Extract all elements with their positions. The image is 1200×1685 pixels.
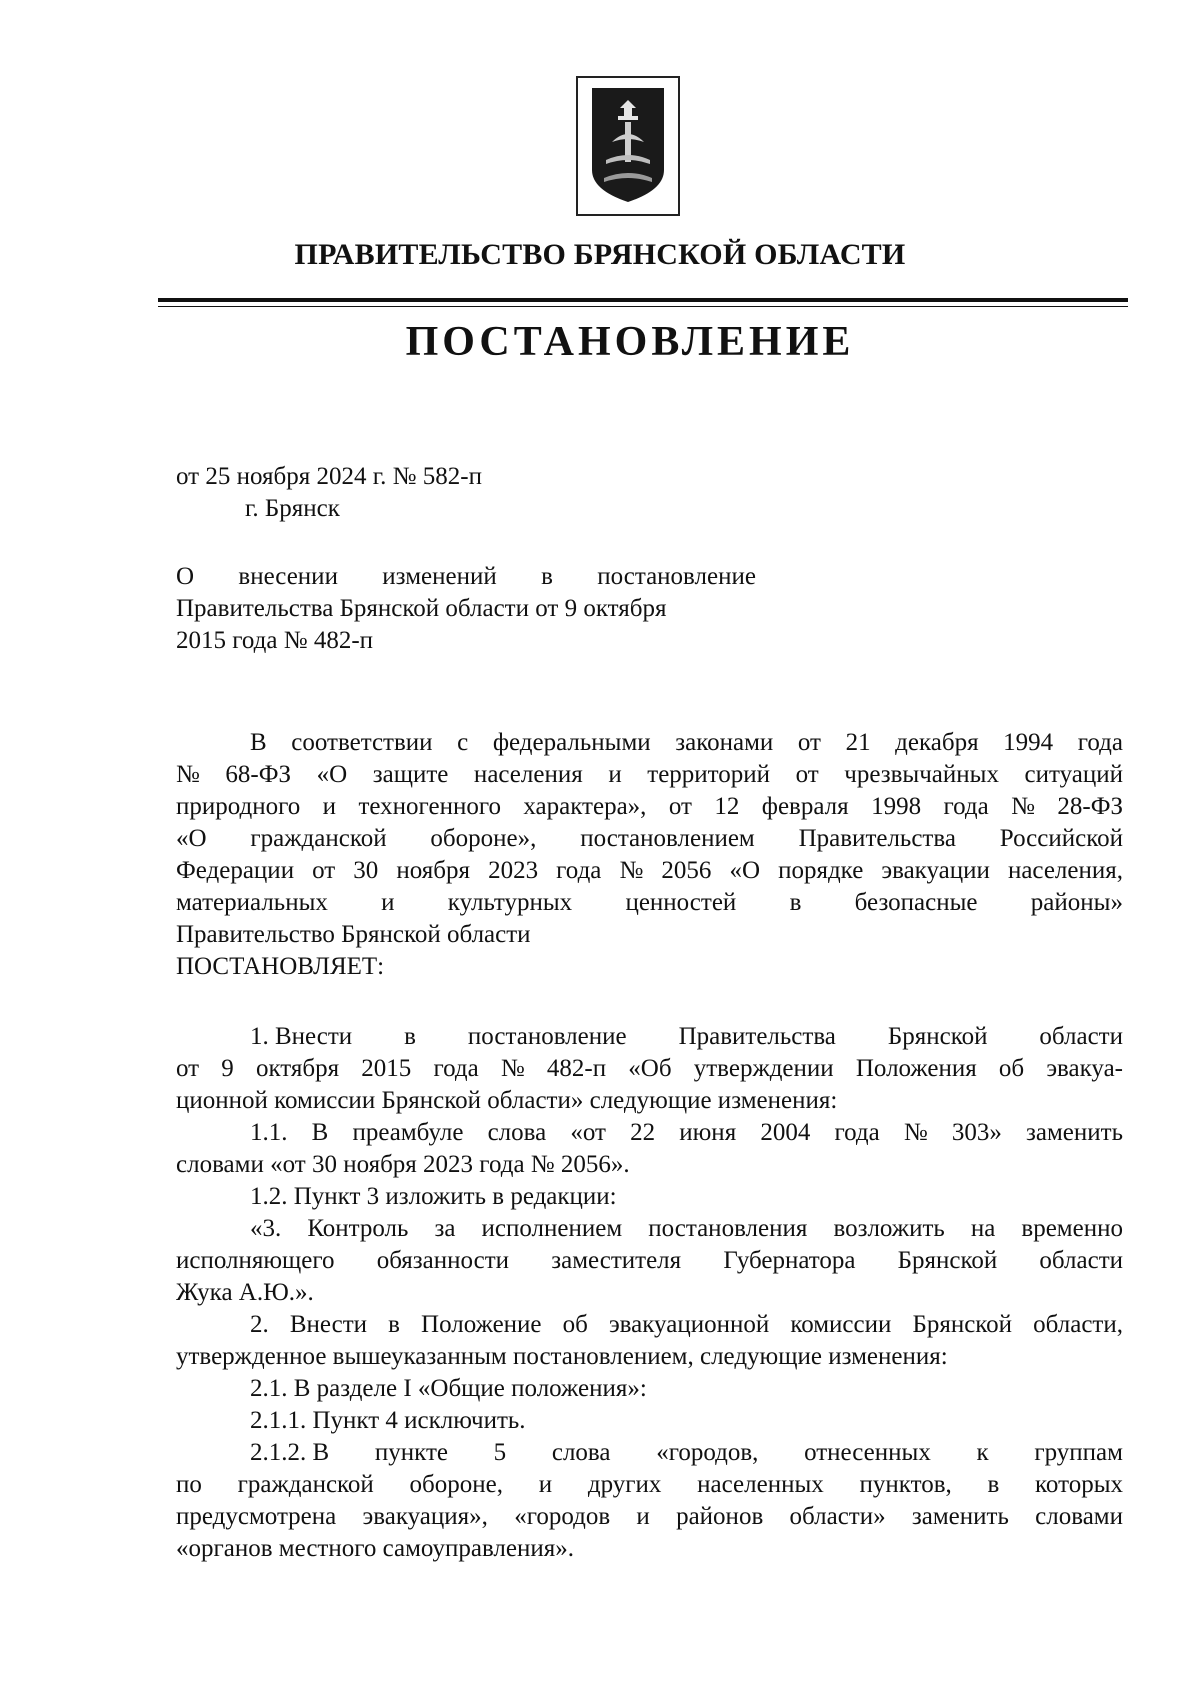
date-number: от 25 ноября 2024 г. № 582-п	[176, 463, 482, 490]
preamble-line-4: «О гражданской обороне», постановлением Правительства Российской	[176, 825, 1123, 852]
item-2-1-2-line-3: предусмотрена эвакуация», «городов и районов области» заменить словами	[176, 1503, 1123, 1530]
coat-of-arms-emblem	[576, 76, 680, 216]
preamble-line-2: № 68-ФЗ «О защите населения и территорий от чрезвычайных ситуаций	[176, 761, 1123, 788]
subject-line-1: О внесении изменений в постановление	[176, 563, 756, 590]
document-type: ПОСТАНОВЛЕНИЕ	[405, 319, 855, 365]
city: г. Брянск	[245, 495, 340, 522]
preamble-line-7: Правительство Брянской области	[176, 921, 531, 948]
header-rule-thin	[158, 306, 1128, 307]
subject-line-2: Правительства Брянской области от 9 октября	[176, 595, 667, 622]
item-1-line-3: ционной комиссии Брянской области» следующие изменения:	[176, 1087, 838, 1114]
header-rule-thick	[158, 298, 1128, 302]
item-2-1-2-line-4: «органов местного самоуправления».	[176, 1535, 574, 1562]
preamble-line-6: материальных и культурных ценностей в безопасные районы»	[176, 889, 1123, 916]
item-2-1-2-line-1: 2.1.2. В пункте 5 слова «городов, отнесенных к группам	[250, 1439, 1123, 1466]
subject-line-3: 2015 года № 482-п	[176, 627, 374, 654]
item-2-1-2-line-2: по гражданской обороне, и других населенных пунктов, в которых	[176, 1471, 1123, 1498]
organization-title: ПРАВИТЕЛЬСТВО БРЯНСКОЙ ОБЛАСТИ	[294, 238, 906, 271]
item-1-2-quote-line-3: Жука А.Ю.».	[176, 1279, 314, 1306]
item-2-1-1: 2.1.1. Пункт 4 исключить.	[250, 1407, 526, 1434]
preamble-line-3: природного и техногенного характера», от 12 февраля 1998 года № 28-ФЗ	[176, 793, 1123, 820]
item-1-1-line-2: словами «от 30 ноября 2023 года № 2056».	[176, 1151, 630, 1178]
item-1-2: 1.2. Пункт 3 изложить в редакции:	[250, 1183, 617, 1210]
item-2-1: 2.1. В разделе I «Общие положения»:	[250, 1375, 647, 1402]
item-1-2-quote-line-2: исполняющего обязанности заместителя Губернатора Брянской области	[176, 1247, 1123, 1274]
item-1-1-line-1: 1.1. В преамбуле слова «от 22 июня 2004 года № 303» заменить	[250, 1119, 1123, 1146]
item-1-line-1: 1. Внести в постановление Правительства Брянской области	[250, 1023, 1123, 1050]
preamble-line-1: В соответствии с федеральными законами от 21 декабря 1994 года	[250, 729, 1123, 756]
item-2-line-1: 2. Внести в Положение об эвакуационной комиссии Брянской области,	[250, 1311, 1123, 1338]
item-1-line-2: от 9 октября 2015 года № 482-п «Об утверждении Положения об эвакуа-	[176, 1055, 1123, 1082]
coat-of-arms-icon	[590, 86, 666, 206]
item-1-2-quote-line-1: «3. Контроль за исполнением постановления возложить на временно	[250, 1215, 1123, 1242]
item-2-line-2: утвержденное вышеуказанным постановлением, следующие изменения:	[176, 1343, 948, 1370]
preamble-line-5: Федерации от 30 ноября 2023 года № 2056 «О порядке эвакуации населения,	[176, 857, 1123, 884]
decree-word: ПОСТАНОВЛЯЕТ:	[176, 953, 385, 980]
